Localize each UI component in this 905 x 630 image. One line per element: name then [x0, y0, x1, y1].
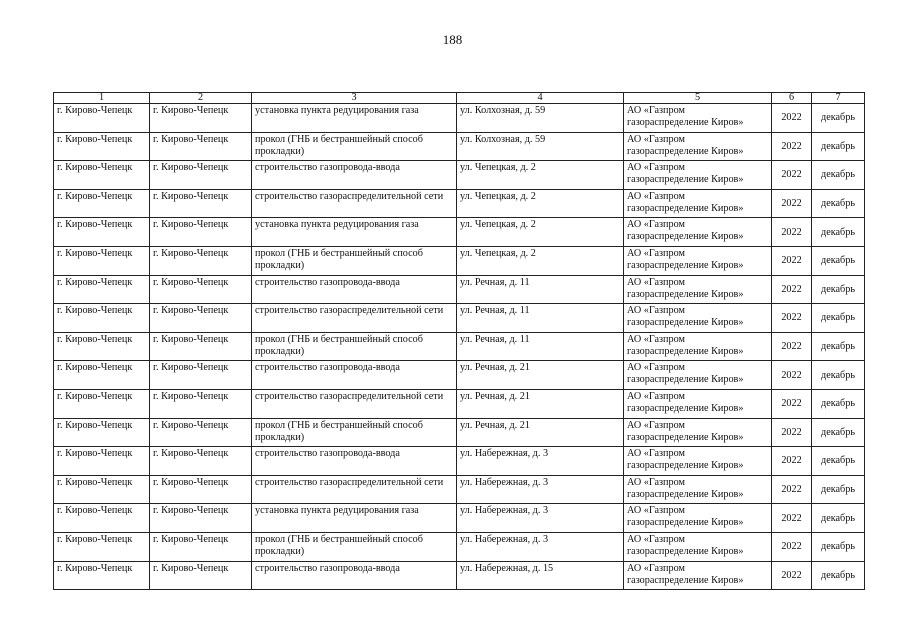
month-cell: декабрь [812, 389, 865, 418]
work-type-cell: установка пункта редуцирования газа [252, 504, 457, 533]
address-cell: ул. Набережная, д. 3 [457, 504, 624, 533]
work-type-cell: строительство газораспределительной сети [252, 304, 457, 333]
district-cell: г. Кирово-Чепецк [54, 504, 150, 533]
table-row [54, 104, 865, 133]
work-type-cell: строительство газопровода-ввода [252, 561, 457, 590]
address-cell: ул. Чепецкая, д. 2 [457, 161, 624, 190]
column-header: 5 [624, 93, 772, 104]
organization-cell: АО «Газпром газораспределение Киров» [624, 332, 772, 361]
table-row [54, 561, 865, 590]
year-cell: 2022 [772, 104, 812, 133]
table-row [54, 447, 865, 476]
organization-cell: АО «Газпром газораспределение Киров» [624, 532, 772, 561]
month-cell: декабрь [812, 475, 865, 504]
district-cell: г. Кирово-Чепецк [54, 275, 150, 304]
address-cell: ул. Колхозная, д. 59 [457, 132, 624, 161]
year-cell: 2022 [772, 561, 812, 590]
work-type-cell: строительство газораспределительной сети [252, 475, 457, 504]
work-type-cell: прокол (ГНБ и бестраншейный способ прокладки) [252, 246, 457, 275]
year-cell: 2022 [772, 161, 812, 190]
work-type-cell: строительство газопровода-ввода [252, 275, 457, 304]
organization-cell: АО «Газпром газораспределение Киров» [624, 504, 772, 533]
table-row [54, 418, 865, 447]
organization-cell: АО «Газпром газораспределение Киров» [624, 189, 772, 218]
work-type-cell: строительство газораспределительной сети [252, 389, 457, 418]
organization-cell: АО «Газпром газораспределение Киров» [624, 304, 772, 333]
address-cell: ул. Чепецкая, д. 2 [457, 218, 624, 247]
city-cell: г. Кирово-Чепецк [150, 504, 252, 533]
address-cell: ул. Речная, д. 21 [457, 418, 624, 447]
month-cell: декабрь [812, 304, 865, 333]
year-cell: 2022 [772, 275, 812, 304]
table-row [54, 532, 865, 561]
organization-cell: АО «Газпром газораспределение Киров» [624, 132, 772, 161]
column-header: 2 [150, 93, 252, 104]
organization-cell: АО «Газпром газораспределение Киров» [624, 561, 772, 590]
organization-cell: АО «Газпром газораспределение Киров» [624, 389, 772, 418]
city-cell: г. Кирово-Чепецк [150, 475, 252, 504]
organization-cell: АО «Газпром газораспределение Киров» [624, 275, 772, 304]
table-row [54, 189, 865, 218]
works-table [53, 92, 865, 590]
district-cell: г. Кирово-Чепецк [54, 104, 150, 133]
table-row [54, 504, 865, 533]
city-cell: г. Кирово-Чепецк [150, 246, 252, 275]
work-type-cell: строительство газопровода-ввода [252, 161, 457, 190]
district-cell: г. Кирово-Чепецк [54, 447, 150, 476]
address-cell: ул. Речная, д. 21 [457, 361, 624, 390]
work-type-cell: строительство газопровода-ввода [252, 361, 457, 390]
table-row [54, 246, 865, 275]
district-cell: г. Кирово-Чепецк [54, 218, 150, 247]
district-cell: г. Кирово-Чепецк [54, 475, 150, 504]
city-cell: г. Кирово-Чепецк [150, 418, 252, 447]
table-row [54, 218, 865, 247]
organization-cell: АО «Газпром газораспределение Киров» [624, 361, 772, 390]
month-cell: декабрь [812, 104, 865, 133]
address-cell: ул. Речная, д. 11 [457, 332, 624, 361]
column-header: 7 [812, 93, 865, 104]
organization-cell: АО «Газпром газораспределение Киров» [624, 104, 772, 133]
district-cell: г. Кирово-Чепецк [54, 304, 150, 333]
year-cell: 2022 [772, 475, 812, 504]
year-cell: 2022 [772, 418, 812, 447]
column-header: 3 [252, 93, 457, 104]
year-cell: 2022 [772, 361, 812, 390]
month-cell: декабрь [812, 161, 865, 190]
table-row [54, 275, 865, 304]
address-cell: ул. Чепецкая, д. 2 [457, 189, 624, 218]
year-cell: 2022 [772, 504, 812, 533]
month-cell: декабрь [812, 561, 865, 590]
year-cell: 2022 [772, 246, 812, 275]
year-cell: 2022 [772, 189, 812, 218]
table-row [54, 389, 865, 418]
column-header: 1 [54, 93, 150, 104]
work-type-cell: строительство газопровода-ввода [252, 447, 457, 476]
page-number: 188 [442, 32, 463, 47]
city-cell: г. Кирово-Чепецк [150, 361, 252, 390]
month-cell: декабрь [812, 246, 865, 275]
work-type-cell: установка пункта редуцирования газа [252, 104, 457, 133]
organization-cell: АО «Газпром газораспределение Киров» [624, 418, 772, 447]
work-type-cell: прокол (ГНБ и бестраншейный способ прокладки) [252, 418, 457, 447]
address-cell: ул. Набережная, д. 15 [457, 561, 624, 590]
district-cell: г. Кирово-Чепецк [54, 189, 150, 218]
address-cell: ул. Набережная, д. 3 [457, 532, 624, 561]
year-cell: 2022 [772, 304, 812, 333]
district-cell: г. Кирово-Чепецк [54, 561, 150, 590]
table-row [54, 361, 865, 390]
city-cell: г. Кирово-Чепецк [150, 561, 252, 590]
year-cell: 2022 [772, 389, 812, 418]
table-row [54, 304, 865, 333]
table-row [54, 132, 865, 161]
district-cell: г. Кирово-Чепецк [54, 132, 150, 161]
city-cell: г. Кирово-Чепецк [150, 132, 252, 161]
work-type-cell: строительство газораспределительной сети [252, 189, 457, 218]
address-cell: ул. Речная, д. 11 [457, 275, 624, 304]
year-cell: 2022 [772, 447, 812, 476]
month-cell: декабрь [812, 189, 865, 218]
address-cell: ул. Набережная, д. 3 [457, 475, 624, 504]
table-row [54, 475, 865, 504]
month-cell: декабрь [812, 332, 865, 361]
work-type-cell: прокол (ГНБ и бестраншейный способ прокладки) [252, 132, 457, 161]
city-cell: г. Кирово-Чепецк [150, 275, 252, 304]
organization-cell: АО «Газпром газораспределение Киров» [624, 475, 772, 504]
year-cell: 2022 [772, 132, 812, 161]
address-cell: ул. Колхозная, д. 59 [457, 104, 624, 133]
address-cell: ул. Речная, д. 21 [457, 389, 624, 418]
year-cell: 2022 [772, 218, 812, 247]
district-cell: г. Кирово-Чепецк [54, 246, 150, 275]
address-cell: ул. Чепецкая, д. 2 [457, 246, 624, 275]
district-cell: г. Кирово-Чепецк [54, 418, 150, 447]
table-row [54, 332, 865, 361]
header-row [54, 93, 865, 104]
city-cell: г. Кирово-Чепецк [150, 304, 252, 333]
city-cell: г. Кирово-Чепецк [150, 104, 252, 133]
district-cell: г. Кирово-Чепецк [54, 532, 150, 561]
district-cell: г. Кирово-Чепецк [54, 361, 150, 390]
district-cell: г. Кирово-Чепецк [54, 389, 150, 418]
city-cell: г. Кирово-Чепецк [150, 532, 252, 561]
work-type-cell: установка пункта редуцирования газа [252, 218, 457, 247]
organization-cell: АО «Газпром газораспределение Киров» [624, 161, 772, 190]
month-cell: декабрь [812, 275, 865, 304]
city-cell: г. Кирово-Чепецк [150, 189, 252, 218]
work-type-cell: прокол (ГНБ и бестраншейный способ прокладки) [252, 332, 457, 361]
month-cell: декабрь [812, 132, 865, 161]
work-type-cell: прокол (ГНБ и бестраншейный способ прокладки) [252, 532, 457, 561]
city-cell: г. Кирово-Чепецк [150, 447, 252, 476]
city-cell: г. Кирово-Чепецк [150, 218, 252, 247]
year-cell: 2022 [772, 532, 812, 561]
month-cell: декабрь [812, 361, 865, 390]
year-cell: 2022 [772, 332, 812, 361]
month-cell: декабрь [812, 218, 865, 247]
district-cell: г. Кирово-Чепецк [54, 161, 150, 190]
month-cell: декабрь [812, 418, 865, 447]
table-body [54, 104, 865, 590]
city-cell: г. Кирово-Чепецк [150, 161, 252, 190]
address-cell: ул. Речная, д. 11 [457, 304, 624, 333]
month-cell: декабрь [812, 447, 865, 476]
organization-cell: АО «Газпром газораспределение Киров» [624, 218, 772, 247]
city-cell: г. Кирово-Чепецк [150, 332, 252, 361]
address-cell: ул. Набережная, д. 3 [457, 447, 624, 476]
organization-cell: АО «Газпром газораспределение Киров» [624, 447, 772, 476]
month-cell: декабрь [812, 504, 865, 533]
table-row [54, 161, 865, 190]
column-header: 6 [772, 93, 812, 104]
month-cell: декабрь [812, 532, 865, 561]
organization-cell: АО «Газпром газораспределение Киров» [624, 246, 772, 275]
city-cell: г. Кирово-Чепецк [150, 389, 252, 418]
district-cell: г. Кирово-Чепецк [54, 332, 150, 361]
column-header: 4 [457, 93, 624, 104]
